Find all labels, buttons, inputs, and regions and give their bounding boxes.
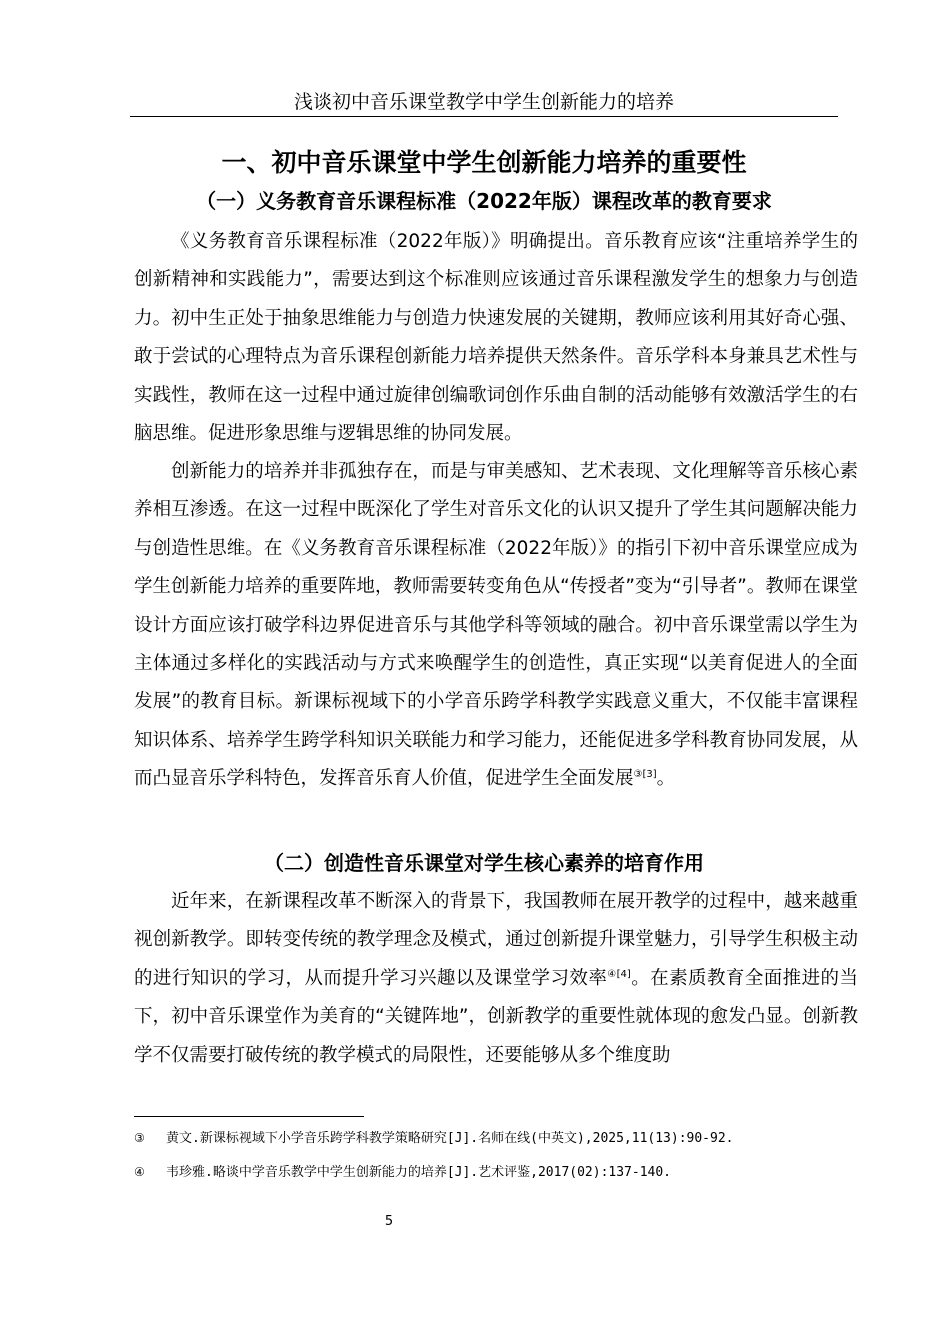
footnote-marker: ③: [134, 1131, 145, 1145]
body-paragraph-1: 《义务教育音乐课程标准（2022年版）》明确提出。音乐教育应该“注重培养学生的创新精神和实践能力”，需要达到这个标准则应该通过音乐课程激发学生的想象力与创造力。初中生正处于抽象思维能力与创造力快速发展的关键期，教师应该利用其好奇心强、敢于尝试的心理特点为音乐课程创新能力培养提供天然条件。音乐学科本身兼具艺术性与实践性，教师在这一过程中通过旋律创编歌词创作乐曲自制的活动能够有效激活学生的右脑思维。促进形象思维与逻辑思维的协同发展。: [134, 231, 858, 445]
body-paragraph-2: [134, 453, 858, 799]
footnote-marker: ④: [134, 1165, 145, 1179]
paragraph-2-text: 创新能力的培养并非孤独存在，而是与审美感知、艺术表现、文化理解等音乐核心素养相互渗透。在这一过程中既深化了学生对音乐文化的认识又提升了学生其问题解决能力与创造性思维。在《义务教育音乐课程标准（2022年版）》的指引下初中音乐课堂应成为学生创新能力培养的重要阵地，教师需要转变角色从“传授者”变为“引导者”。教师在课堂设计方面应该打破学科边界促进音乐与其他学科等领域的融合。初中音乐课堂需以学生为主体通过多样化的实践活动与方式来唤醒学生的创造性，真正实现“以美育促进人的全面发展”的教育目标。新课标视域下的小学音乐跨学科教学实践意义重大，不仅能丰富课程知识体系、培养学生跨学科知识关联能力和学习能力，还能促进多学科教育协同发展，从而凸显音乐学科特色，发挥音乐育人价值，促进学生全面发展: [134, 461, 858, 790]
citation-marker-4: ④[4]: [607, 968, 631, 980]
section-title-1: （一）义务教育音乐课程标准（2022年版）课程改革的教育要求: [196, 189, 772, 213]
page-number: 5: [384, 1214, 394, 1229]
running-header: 浅谈初中音乐课堂教学中学生创新能力的培养: [293, 91, 674, 113]
section-title-2: （二）创造性音乐课堂对学生核心素养的培育作用: [264, 851, 704, 875]
paragraph-3-text-b: 。在素质教育全面推进的当下，初中音乐课堂作为美育的“关键阵地”，创新教学的重要性就体现的愈发凸显。创新教学不仅需要打破传统的教学模式的局限性，还要能够从多个维度助: [134, 967, 858, 1066]
paragraph-3-text-a: 近年来，在新课程改革不断深入的背景下，我国教师在展开教学的过程中，越来越重视创新教学。即转变传统的教学理念及模式，通过创新提升课堂魅力，引导学生积极主动的进行知识的学习，从而提升学习兴趣以及课堂学习效率: [134, 891, 858, 989]
header-rule: [130, 116, 838, 117]
body-paragraph-3: [134, 883, 858, 1075]
footnote-3: [134, 1128, 858, 1149]
footnote-rule: [134, 1116, 364, 1117]
citation-marker-3: ③[3]: [633, 769, 657, 781]
chapter-title: 一、初中音乐课堂中学生创新能力培养的重要性: [221, 148, 747, 177]
footnote-4: [134, 1162, 858, 1183]
paragraph-2-end: 。: [656, 768, 676, 790]
footnote-text: 韦珍雅.略谈中学音乐教学中学生创新能力的培养[J].艺术评鉴,2017(02):137-140.: [166, 1165, 672, 1180]
footnote-text: 黄文.新课标视域下小学音乐跨学科教学策略研究[J].名师在线(中英文),2025,11(13):90-92.: [166, 1131, 734, 1146]
